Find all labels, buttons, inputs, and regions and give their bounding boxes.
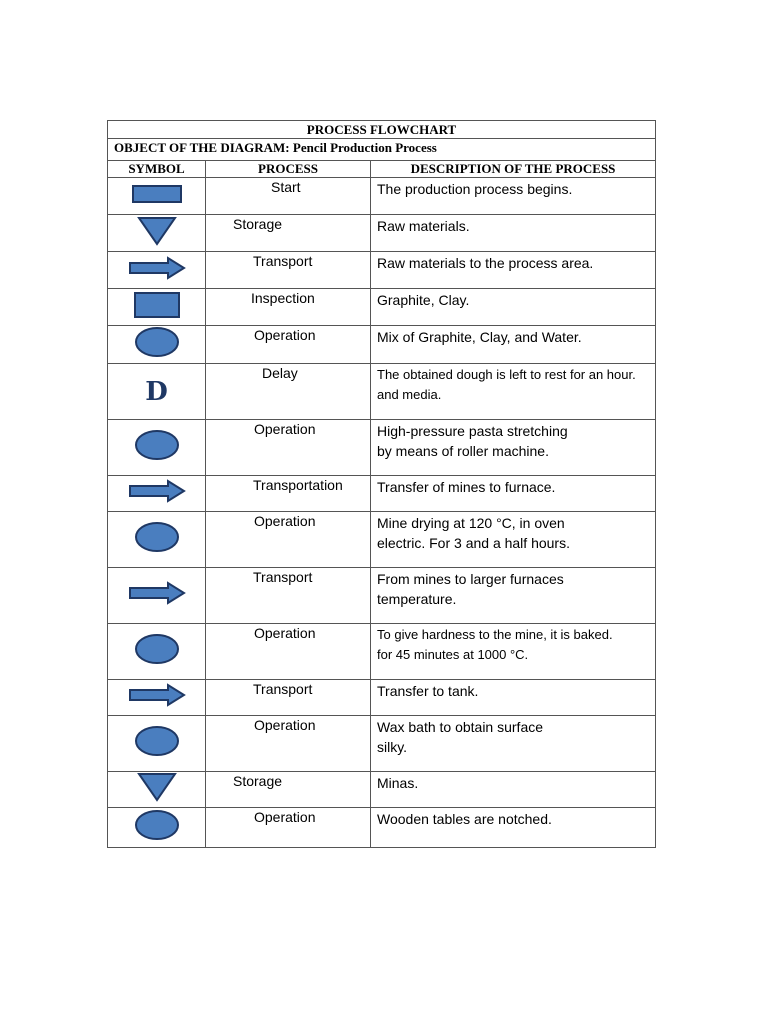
process-cell: Start (206, 178, 371, 215)
description-line: and media. (377, 387, 442, 402)
description-line: The obtained dough is left to rest for an hour. (377, 367, 636, 382)
description-cell (371, 716, 656, 772)
transport-arrow-icon (128, 256, 186, 285)
description-cell (371, 568, 656, 624)
table-row (108, 476, 656, 512)
header-description: DESCRIPTION OF THE PROCESS (371, 161, 656, 178)
description-cell (371, 420, 656, 476)
process-cell: Inspection (206, 289, 371, 326)
operation-circle-icon (134, 725, 180, 762)
operation-circle-icon (134, 633, 180, 670)
description-line: Wax bath to obtain surface (377, 719, 544, 735)
description-line: From mines to larger furnaces (377, 571, 564, 587)
process-flowchart-table (107, 120, 656, 848)
table-row (108, 215, 656, 252)
process-cell: Transport (206, 568, 371, 624)
process-cell: Operation (206, 512, 371, 568)
description-line: Transfer to tank. (377, 683, 479, 699)
transport-arrow-icon (128, 581, 186, 610)
process-cell: Delay (206, 364, 371, 420)
description-line: Minas. (377, 775, 419, 791)
table-row (108, 772, 656, 808)
description-line: silky. (377, 739, 408, 755)
symbol-cell (108, 289, 206, 326)
description-cell (371, 289, 656, 326)
table-row (108, 568, 656, 624)
symbol-cell (108, 215, 206, 252)
symbol-cell (108, 716, 206, 772)
symbol-cell (108, 808, 206, 848)
description-cell (371, 178, 656, 215)
description-line: Raw materials. (377, 218, 470, 234)
description-cell (371, 512, 656, 568)
table-row (108, 808, 656, 848)
process-cell: Transport (206, 252, 371, 289)
description-cell (371, 326, 656, 364)
symbol-cell (108, 772, 206, 808)
symbol-cell (108, 680, 206, 716)
table-row (108, 624, 656, 680)
symbol-cell (108, 420, 206, 476)
storage-triangle-icon (137, 772, 177, 807)
storage-triangle-icon (137, 216, 177, 251)
process-cell: Transport (206, 680, 371, 716)
description-line: electric. For 3 and a half hours. (377, 535, 570, 551)
diagram-object: OBJECT OF THE DIAGRAM: Pencil Production Process (108, 139, 656, 161)
description-line: temperature. (377, 591, 457, 607)
description-line: The production process begins. (377, 181, 573, 197)
table-row (108, 252, 656, 289)
description-line: Raw materials to the process area. (377, 255, 594, 271)
table-row (108, 680, 656, 716)
description-cell (371, 680, 656, 716)
description-cell (371, 772, 656, 808)
table-row (108, 326, 656, 364)
description-line: High-pressure pasta stretching (377, 423, 568, 439)
symbol-cell (108, 512, 206, 568)
description-line: by means of roller machine. (377, 443, 549, 459)
process-cell: Operation (206, 808, 371, 848)
inspection-square-icon (134, 292, 180, 323)
description-line: Mix of Graphite, Clay, and Water. (377, 329, 582, 345)
table-row (108, 420, 656, 476)
description-cell (371, 808, 656, 848)
operation-circle-icon (134, 809, 180, 846)
description-line: Transfer of mines to furnace. (377, 479, 556, 495)
table-row (108, 289, 656, 326)
symbol-cell (108, 326, 206, 364)
description-line: for 45 minutes at 1000 °C. (377, 647, 529, 662)
start-rectangle-icon (132, 185, 182, 208)
symbol-cell (108, 364, 206, 420)
operation-circle-icon (134, 429, 180, 466)
delay-d-icon: D (145, 376, 168, 407)
description-line: To give hardness to the mine, it is baked. (377, 627, 613, 642)
process-cell: Operation (206, 326, 371, 364)
symbol-cell (108, 252, 206, 289)
process-cell: Operation (206, 624, 371, 680)
description-cell (371, 364, 656, 420)
symbol-cell (108, 178, 206, 215)
header-process: PROCESS (206, 161, 371, 178)
flowchart-rows (108, 178, 656, 848)
description-line: Wooden tables are notched. (377, 811, 552, 827)
process-cell: Operation (206, 716, 371, 772)
description-cell (371, 476, 656, 512)
transport-arrow-icon (128, 479, 186, 508)
operation-circle-icon (134, 326, 180, 363)
symbol-cell (108, 624, 206, 680)
process-cell: Storage (206, 215, 371, 252)
symbol-cell (108, 476, 206, 512)
description-cell (371, 624, 656, 680)
description-cell (371, 215, 656, 252)
table-row (108, 512, 656, 568)
operation-circle-icon (134, 521, 180, 558)
process-cell: Operation (206, 420, 371, 476)
description-line: Mine drying at 120 °C, in oven (377, 515, 565, 531)
table-row (108, 716, 656, 772)
process-cell: Storage (206, 772, 371, 808)
symbol-cell (108, 568, 206, 624)
process-cell: Transportation (206, 476, 371, 512)
transport-arrow-icon (128, 683, 186, 712)
flowchart-title: PROCESS FLOWCHART (108, 121, 656, 139)
header-symbol: SYMBOL (108, 161, 206, 178)
description-line: Graphite, Clay. (377, 292, 470, 308)
description-cell (371, 252, 656, 289)
table-row (108, 178, 656, 215)
table-row (108, 364, 656, 420)
